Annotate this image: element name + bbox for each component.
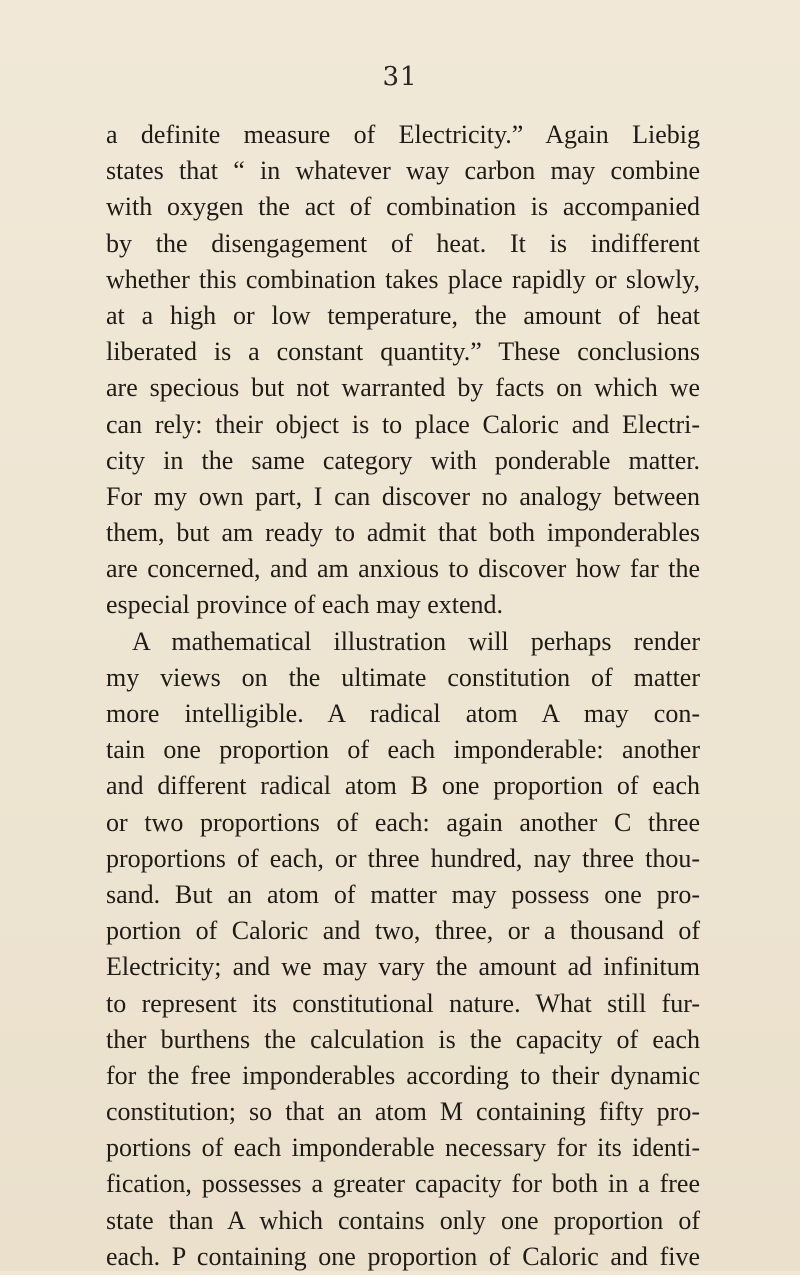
text-line: are concerned, and am anxious to discover how far the: [106, 554, 700, 584]
text-line: more intelligible. A radical atom A may con-: [106, 699, 700, 728]
text-line: to represent its constitutional nature. What still fur-: [106, 988, 700, 1018]
text-line: city in the same category with ponderable matter.: [106, 445, 700, 475]
text-line: states that “ in whatever way carbon may combine: [106, 156, 700, 186]
text-line: portions of each imponderable necessary for its identi-: [106, 1133, 700, 1163]
text-line: fication, possesses a greater capacity for both in a free: [106, 1169, 700, 1199]
text-line: my views on the ultimate constitution of matter: [106, 662, 700, 692]
body-text: [106, 117, 700, 1275]
text-line: can rely: their object is to place Caloric and Electri-: [106, 409, 700, 439]
text-line: especial province of each may extend.: [106, 590, 504, 620]
text-line: whether this combination takes place rapidly or slowly,: [106, 264, 700, 294]
page-number: 31: [382, 62, 418, 92]
text-line: proportions of each, or three hundred, nay three thou-: [106, 843, 700, 873]
text-line: liberated is a constant quantity.” These conclusions: [106, 337, 700, 367]
text-line: by the disengagement of heat. It is indifferent: [106, 228, 700, 258]
text-line: each. P containing one proportion of Caloric and five: [106, 1241, 700, 1271]
text-line: Electricity; and we may vary the amount ad infinitum: [106, 952, 700, 982]
text-line: constitution; so that an atom M containing fifty pro-: [106, 1097, 700, 1127]
text-line: are specious but not warranted by facts on which we: [106, 373, 700, 403]
text-line: them, but am ready to admit that both imponderables: [106, 518, 700, 548]
text-line: For my own part, I can discover no analogy between: [106, 481, 700, 511]
text-line: at a high or low temperature, the amount of heat: [106, 300, 700, 330]
text-line: ther burthens the calculation is the capacity of each: [106, 1024, 700, 1054]
text-line: or two proportions of each: again another C three: [106, 807, 700, 837]
text-line: and different radical atom B one proportion of each: [106, 771, 700, 801]
text-line: tain one proportion of each imponderable: another: [106, 735, 700, 765]
text-line: portion of Caloric and two, three, or a thousand of: [106, 916, 700, 946]
text-line: a definite measure of Electricity.” Again Liebig: [106, 120, 700, 149]
text-line: with oxygen the act of combination is accompanied: [106, 192, 700, 222]
text-line: for the free imponderables according to their dynamic: [106, 1060, 700, 1090]
text-line: sand. But an atom of matter may possess one pro-: [106, 879, 700, 909]
text-line: A mathematical illustration will perhaps render: [132, 626, 700, 656]
text-line: state than A which contains only one proportion of: [106, 1205, 700, 1235]
